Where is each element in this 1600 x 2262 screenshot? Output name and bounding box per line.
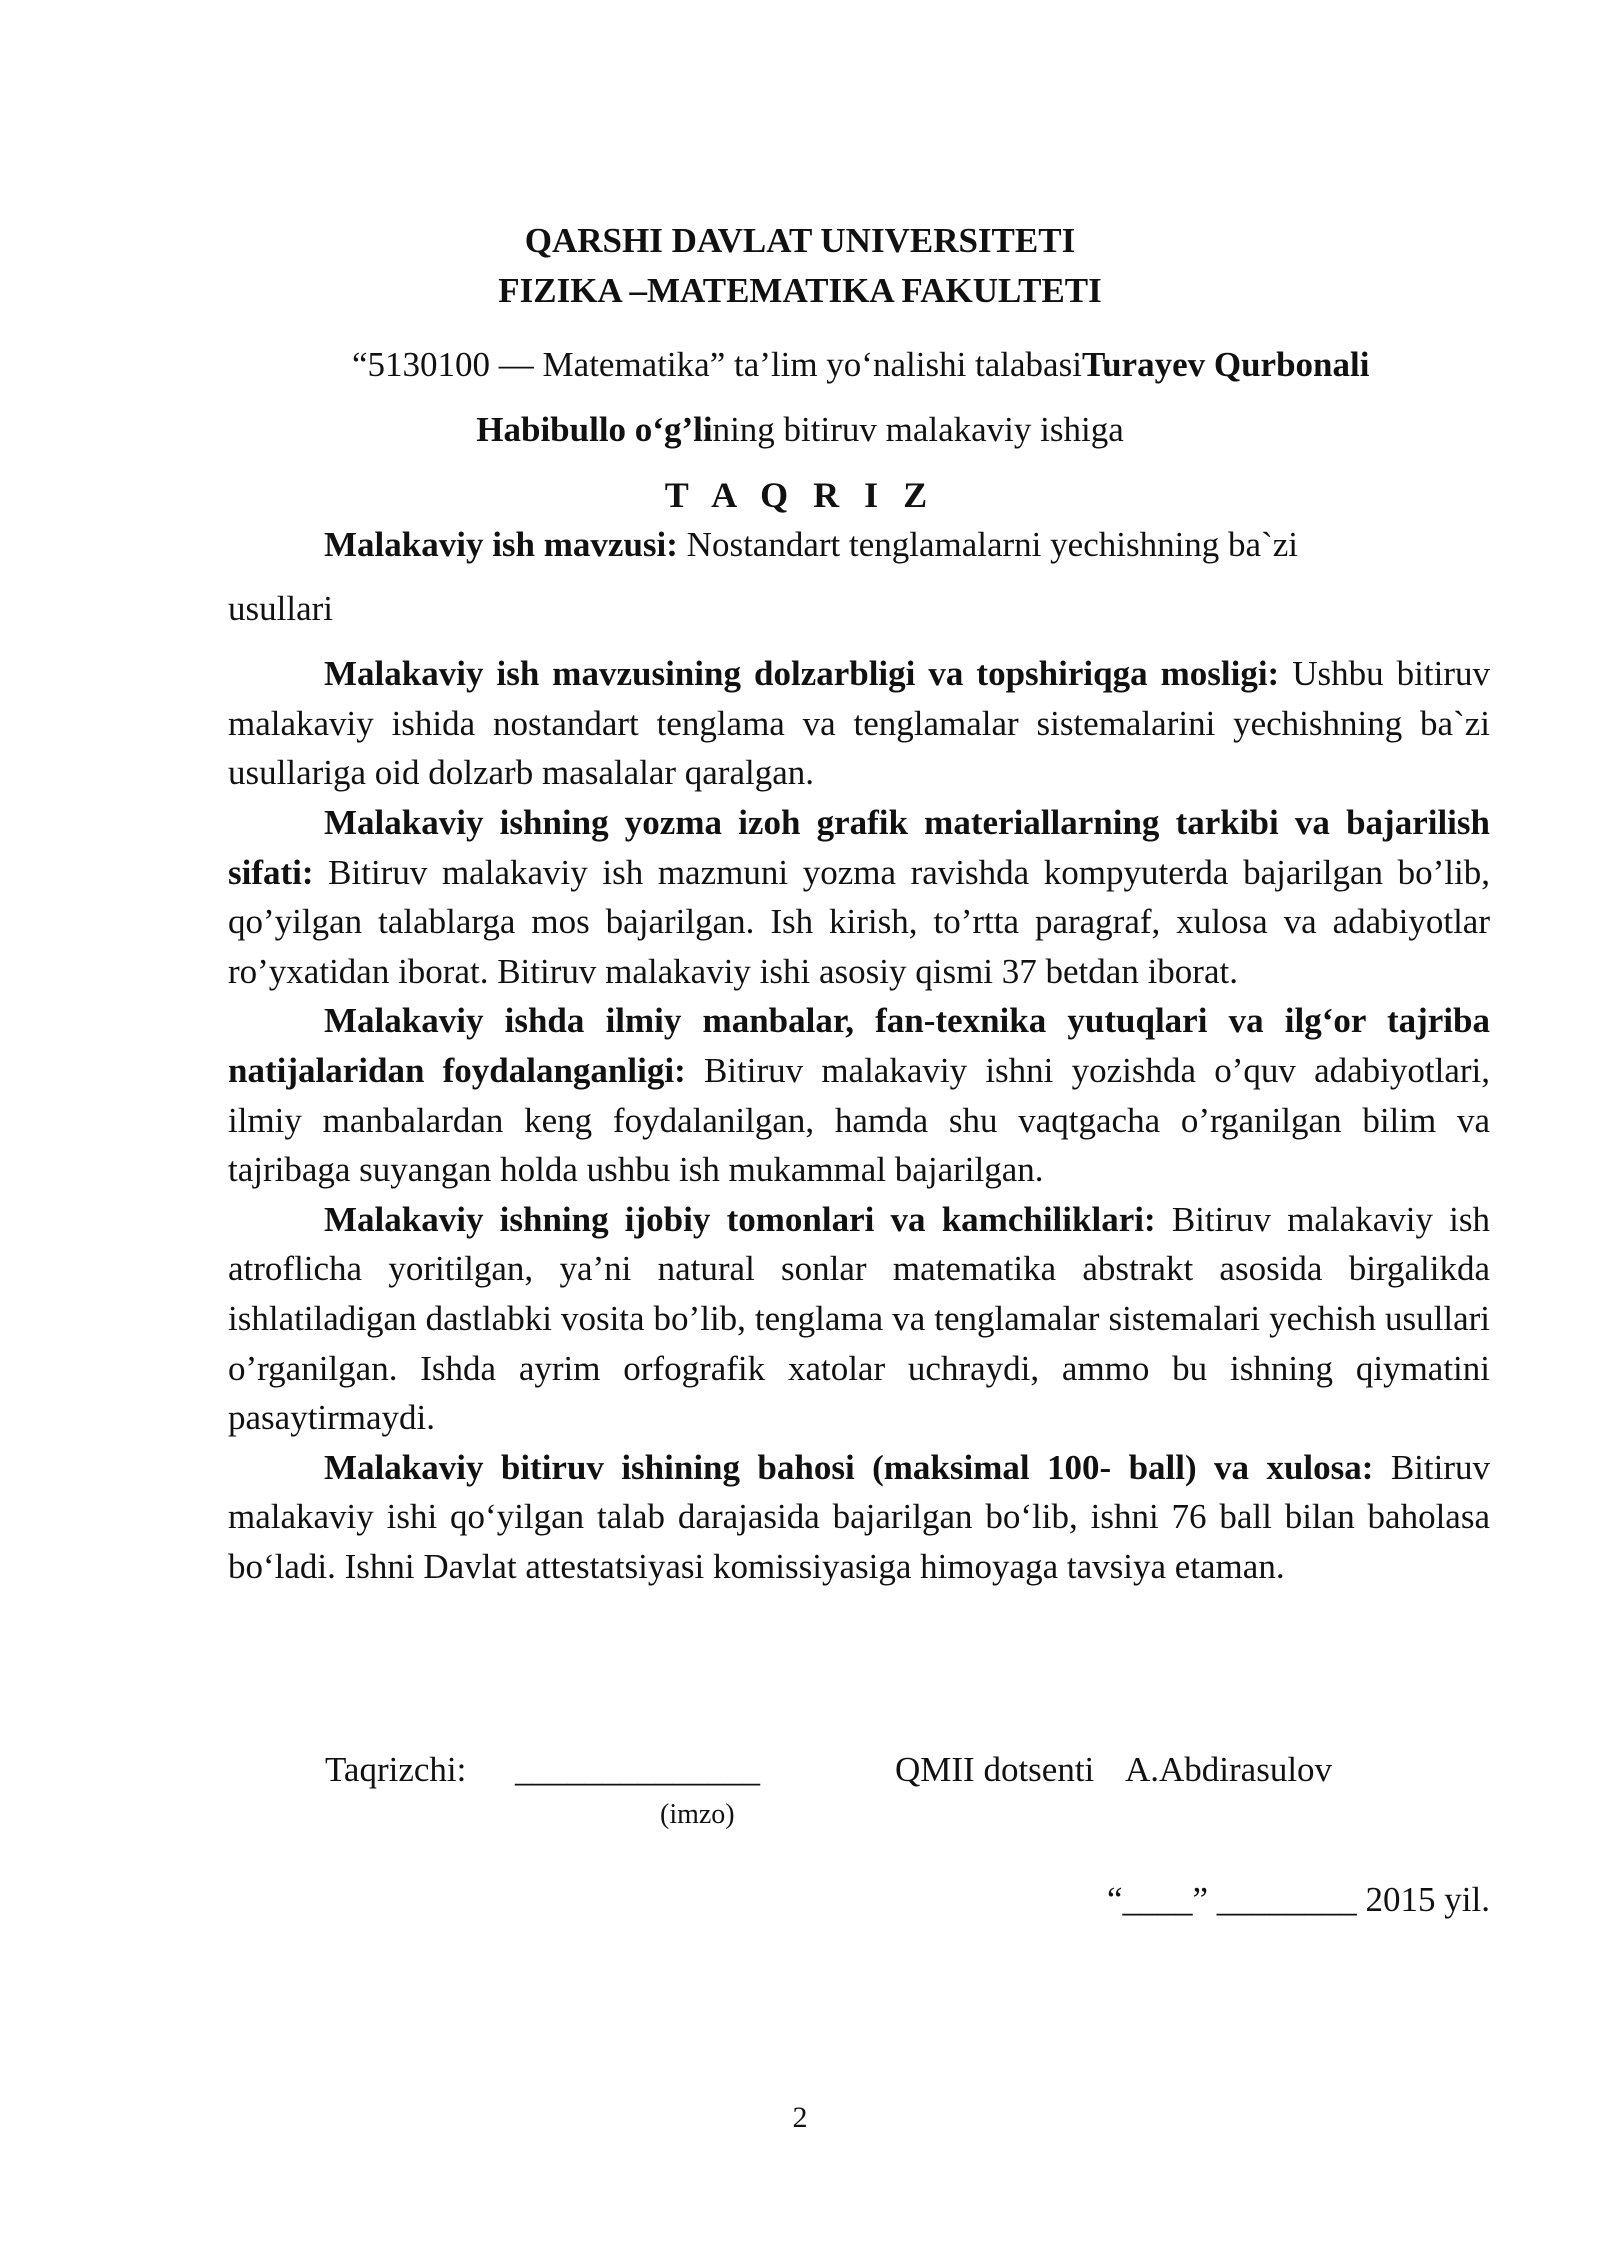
signature-caption: (imzo) xyxy=(660,1799,735,1830)
section-topic xyxy=(228,520,1490,570)
section-text: Ushbu bitiruv malakaviy ishida nostandart tenglama va tenglamalar sistemalarini yechishning ba`zi usullariga oid dolzarb masalalar qaralgan. xyxy=(228,654,1490,793)
program-text: “5130100 — Matematika” ta’lim yo‘nalishi talabasi xyxy=(352,345,1082,384)
section-text: Nostandart tenglamalarni yechishning ba`zi xyxy=(677,525,1298,564)
section-materials xyxy=(228,798,1490,996)
section-sources xyxy=(228,996,1490,1194)
section-text: Bitiruv malakaviy ishi qo‘yilgan talab darajasida bajarilgan bo‘lib, ishni 76 ball bilan baholasa bo‘ladi. Ishni Davlat attestatsiyasi komissiyasiga himoyaga tavsiya etaman. xyxy=(228,1447,1490,1586)
section-label: Malakaviy bitiruv ishining bahosi (maksimal 100- ball) va xulosa: xyxy=(324,1447,1374,1487)
intro-line-2 xyxy=(0,405,1600,455)
document-header xyxy=(0,216,1600,316)
student-name-part2: Habibullo o‘g’li xyxy=(476,410,713,449)
section-relevance xyxy=(228,649,1490,798)
section-label: Malakaviy ish mavzusining dolzarbligi va topshiriqga mosligi: xyxy=(324,654,1280,694)
section-text: Bitiruv malakaviy ish atroflicha yoritilgan, ya’ni natural sonlar matematika abstrakt asosida birgalikda ishlatiladigan dastlabki vosita bo’lib, tenglama va tenglamalar sistemalari yechish usullari o’rganilgan. Ishda ayrim orfografik xatolar uchraydi, ammo bu ishning qiymatini pasaytirmaydi. xyxy=(228,1199,1491,1438)
date-line: “____” ________ 2015 yil. xyxy=(1106,1880,1490,1919)
section-text: Bitiruv malakaviy ish mazmuni yozma ravishda kompyuterda bajarilgan bo’lib, qo’yilgan talablarga mos bajarilgan. Ish kirish, to’rtta paragraf, xulosa va adabiyotlar ro’yxatidan iborat. Bitiruv malakaviy ishi asosiy qismi 37 betdan iborat. xyxy=(228,852,1490,991)
section-text: Bitiruv malakaviy ishni yozishda o’quv adabiyotlari, ilmiy manbalardan keng foydalanilgan, hamda shu vaqtgacha o’rganilgan bilim va tajribaga suyangan holda ushbu ish mukammal bajarilgan. xyxy=(228,1050,1490,1190)
section-label: Malakaviy ish mavzusi: xyxy=(324,525,678,564)
section-topic-continuation: usullari xyxy=(228,588,333,628)
intro-line-1 xyxy=(0,340,1600,390)
university-name: QARSHI DAVLAT UNIVERSITETI xyxy=(524,221,1076,260)
section-label: Malakaviy ishning ijobiy tomonlari va kamchiliklari: xyxy=(324,1199,1156,1239)
section-pros-cons xyxy=(228,1195,1490,1443)
faculty-name: FIZIKA –MATEMATIKA FAKULTETI xyxy=(498,271,1102,310)
page-number: 2 xyxy=(792,2101,808,2134)
student-name-part1: Turayev Qurbonali xyxy=(1081,345,1370,384)
intro-suffix: ning bitiruv malakaviy ishiga xyxy=(712,410,1124,449)
section-label: Malakaviy ishning yozma izoh grafik materiallarning tarkibi va bajarilish sifati: xyxy=(228,802,1490,892)
signature-line: ______________ xyxy=(515,1750,760,1789)
reviewer-position: QMII dotsenti xyxy=(895,1750,1095,1789)
document-title: T A Q R I Z xyxy=(664,475,936,515)
review-body xyxy=(228,520,1490,1591)
reviewer-label: Taqrizchi: xyxy=(325,1750,467,1789)
section-grade xyxy=(228,1443,1490,1592)
reviewer-name: A.Abdirasulov xyxy=(1125,1750,1333,1789)
section-label: Malakaviy ishda ilmiy manbalar, fan-texnika yutuqlari va ilg‘or tajriba natijalaridan foydalanganligi: xyxy=(228,1001,1490,1090)
